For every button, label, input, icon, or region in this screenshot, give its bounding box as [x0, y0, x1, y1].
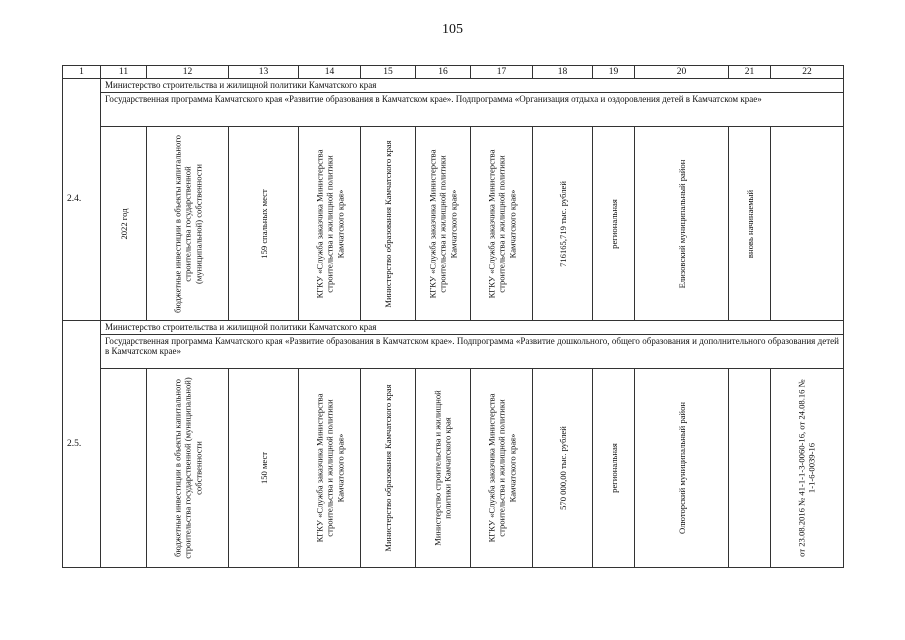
- cell-district: [635, 369, 729, 568]
- ministry-row: [63, 79, 844, 93]
- cell-expertise: [771, 127, 844, 321]
- page-number: 105: [442, 22, 463, 37]
- cell-year: [101, 369, 147, 568]
- cell-text: вновь начинаемый: [744, 189, 755, 258]
- cell-text: региональная: [608, 443, 619, 493]
- cell-type: [147, 127, 229, 321]
- cell-text: КГКУ «Служба заказчика Министерства строительства и жилищной политики Камчатского края»: [314, 149, 345, 298]
- cell-expertise: [771, 369, 844, 568]
- cell-text: КГКУ «Служба заказчика Министерства строительства и жилищной политики Камчатского края»: [486, 149, 517, 298]
- cell-ministry: [361, 127, 416, 321]
- cell-year: [101, 127, 147, 321]
- column-header: 18: [533, 66, 593, 79]
- column-header: 11: [101, 66, 147, 79]
- program-name: Государственная программа Камчатского края «Развитие образования в Камчатском крае». Подпрограмма «Организация отдыха и оздоровления детей в Камчатском крае»: [101, 93, 844, 127]
- cell-text: КГКУ «Служба заказчика Министерства строительства и жилищной политики Камчатского края»: [314, 393, 345, 543]
- cell-text: 2022 год: [118, 207, 129, 240]
- cell-status: [729, 127, 771, 321]
- row-number: 2.5.: [63, 321, 101, 568]
- cell-cost: [533, 127, 593, 321]
- column-header: 21: [729, 66, 771, 79]
- cell-status: [729, 369, 771, 568]
- ministry-name: Министерство строительства и жилищной политики Камчатского края: [101, 321, 844, 335]
- column-header: 16: [416, 66, 471, 79]
- program-name: Государственная программа Камчатского края «Развитие образования в Камчатском крае». Подпрограмма «Развитие дошкольного, общего образования и дополнительного образования детей в Камчатском крае»: [101, 335, 844, 369]
- column-header: 1: [63, 66, 101, 79]
- table-row: [63, 369, 844, 568]
- cell-organization: [471, 127, 533, 321]
- column-header: 13: [229, 66, 299, 79]
- column-header-row: [63, 66, 844, 79]
- column-header: 22: [771, 66, 844, 79]
- cell-organization: [471, 369, 533, 568]
- program-row: [63, 93, 844, 127]
- ministry-name: Министерство строительства и жилищной политики Камчатского края: [101, 79, 844, 93]
- column-header: 14: [299, 66, 361, 79]
- column-header: 12: [147, 66, 229, 79]
- cell-organization: [416, 127, 471, 321]
- cell-text: КГКУ «Служба заказчика Министерства строительства и жилищной политики Камчатского края»: [486, 393, 517, 543]
- cell-text: 716165,719 тыс. рублей: [557, 180, 568, 267]
- ministry-row: [63, 321, 844, 335]
- cell-text: КГКУ «Служба заказчика Министерства строительства и жилищной политики Камчатского края»: [427, 149, 459, 298]
- cell-ministry: [361, 369, 416, 568]
- cell-text: Министерство образования Камчатского края: [382, 384, 393, 552]
- cell-text: Министерство образования Камчатского края: [382, 139, 393, 308]
- cell-customer: [299, 369, 361, 568]
- cell-text: 159 спальных мест: [258, 188, 269, 259]
- cell-text: Министерство строительства и жилищной политики Камчатского края: [432, 390, 453, 546]
- cell-organization: [416, 369, 471, 568]
- cell-text: 570 000,00 тыс. рублей: [557, 426, 568, 510]
- row-number: 2.4.: [63, 79, 101, 321]
- cell-district: [635, 127, 729, 321]
- column-header: 17: [471, 66, 533, 79]
- cell-level: [593, 369, 635, 568]
- program-row: [63, 335, 844, 369]
- cell-capacity: [229, 369, 299, 568]
- column-header: 15: [361, 66, 416, 79]
- cell-text: региональная: [608, 198, 619, 249]
- cell-customer: [299, 127, 361, 321]
- cell-text: 150 мест: [258, 451, 269, 485]
- cell-text: Елизовский муниципальный район: [676, 159, 687, 288]
- cell-text: бюджетные инвестиции в объекты капитального строительства государственной (муниципальной) собственности: [172, 377, 203, 559]
- cell-type: [147, 369, 229, 568]
- column-header: 19: [593, 66, 635, 79]
- cell-text: от 23.08.2016 № 41-1-1-3-0060-16, от 24.08.16 № 1-1-6-0039-16: [796, 379, 817, 557]
- cell-text: Олюторский муниципальный район: [676, 402, 687, 534]
- table-row: [63, 127, 844, 321]
- cell-text: бюджетные инвестиции в объекты капитального строительства государственной (муниципальной) собственности: [172, 134, 203, 313]
- cell-level: [593, 127, 635, 321]
- cell-cost: [533, 369, 593, 568]
- cell-capacity: [229, 127, 299, 321]
- document-table: [62, 65, 844, 568]
- column-header: 20: [635, 66, 729, 79]
